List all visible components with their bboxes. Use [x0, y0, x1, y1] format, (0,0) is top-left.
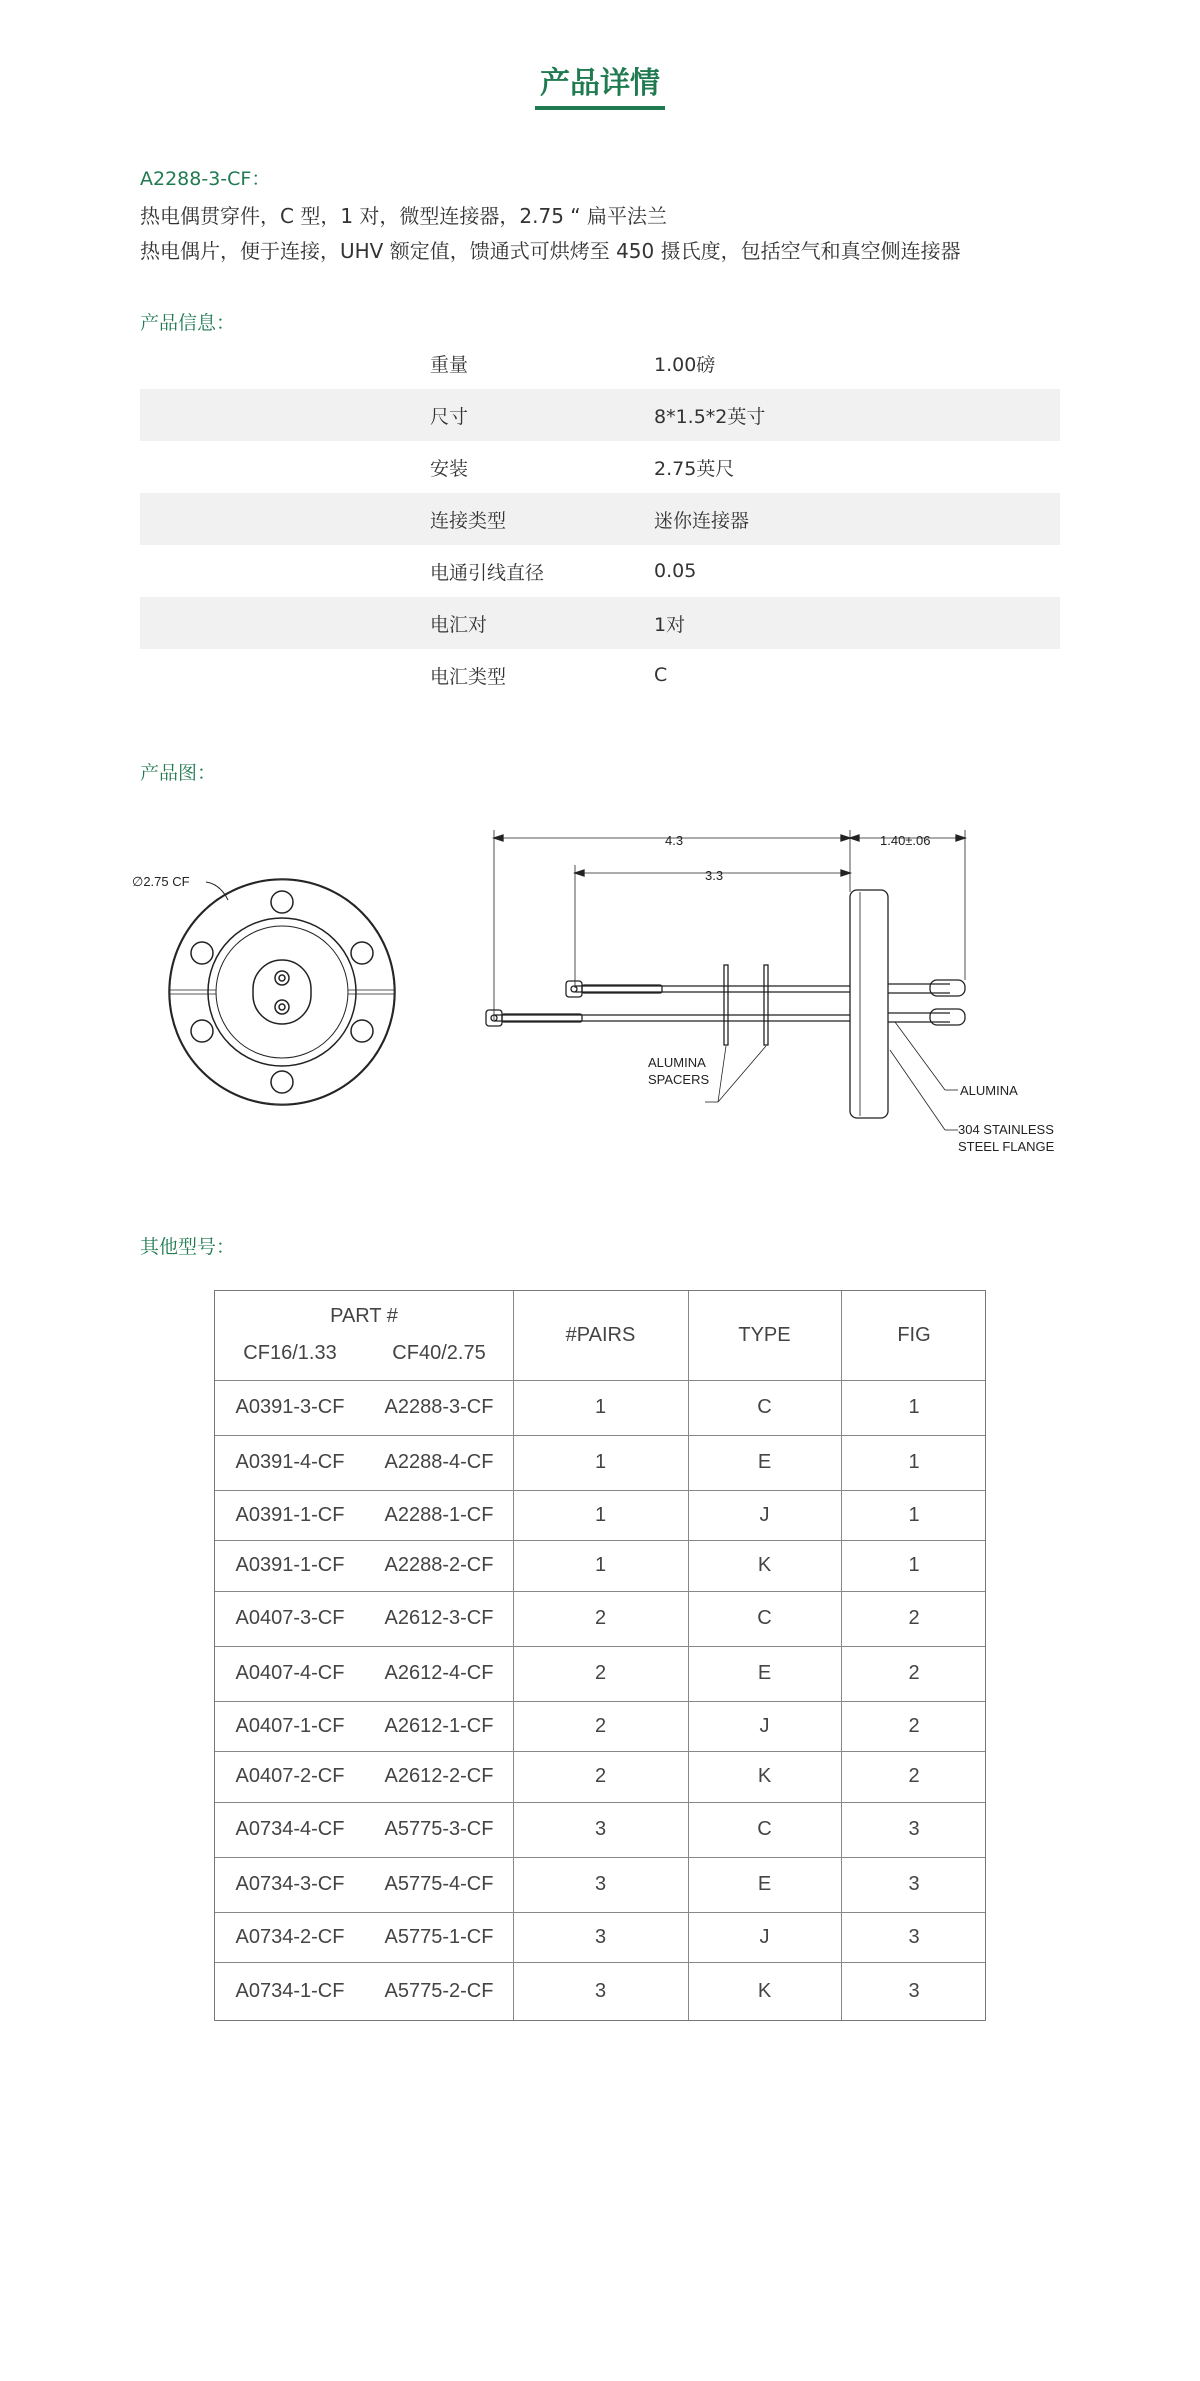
bolt-hole	[191, 942, 213, 964]
info-row	[140, 389, 1060, 441]
info-row	[140, 597, 1060, 649]
flange-diameter-label: ∅2.75 CF	[132, 874, 190, 889]
cf16-part-number: A0407-4-CF	[235, 1662, 345, 1684]
info-value: 1对	[654, 613, 686, 636]
cf40-part-number: A5775-3-CF	[384, 1818, 494, 1840]
type-value: J	[759, 1925, 770, 1948]
type-value: J	[759, 1714, 770, 1737]
fig-value: 2	[908, 1765, 920, 1787]
type-value: J	[759, 1503, 770, 1526]
type-value: E	[757, 1873, 772, 1895]
cf40-part-number: A5775-4-CF	[384, 1873, 494, 1895]
air-side-length-dimension: 1.40±.06	[880, 833, 931, 848]
fig-value: 1	[908, 1451, 920, 1473]
product-diagram-label: 产品图：	[140, 762, 217, 784]
cf16-part-number: A0407-3-CF	[235, 1607, 345, 1629]
cf40-part-number: A2612-4-CF	[384, 1662, 494, 1684]
cf16-part-number: A0734-2-CF	[235, 1925, 345, 1948]
title-underline	[535, 106, 665, 110]
cf40-part-number: A5775-1-CF	[384, 1925, 494, 1948]
pairs-value: 3	[594, 1925, 607, 1948]
pairs-value: 1	[594, 1396, 607, 1418]
bolt-hole	[351, 942, 373, 964]
info-key: 电汇对	[430, 613, 488, 636]
pairs-header: #PAIRS	[565, 1324, 636, 1346]
type-value: E	[757, 1662, 772, 1684]
fig-value: 2	[908, 1662, 920, 1684]
product-info-label: 产品信息：	[140, 312, 236, 334]
product-info-table	[140, 337, 1060, 701]
info-value: C	[654, 664, 668, 686]
spacers-label-line-2: SPACERS	[648, 1072, 710, 1087]
cf16-part-number: A0391-3-CF	[235, 1396, 345, 1418]
type-value: E	[757, 1451, 772, 1473]
product-model: A2288-3-CF：	[140, 168, 271, 190]
info-value: 2.75英尺	[654, 457, 735, 480]
info-row	[140, 337, 1060, 389]
alumina-spacer	[724, 965, 728, 1045]
cf16-part-number: A0734-1-CF	[235, 1979, 345, 2002]
pairs-value: 2	[594, 1607, 607, 1629]
cf16-part-number: A0734-3-CF	[235, 1873, 345, 1895]
cf40-part-number: A2612-3-CF	[384, 1607, 494, 1629]
pairs-value: 3	[594, 1818, 607, 1840]
fig-value: 3	[908, 1818, 920, 1840]
pin-hole	[275, 1000, 289, 1014]
pairs-value: 1	[594, 1451, 607, 1473]
flange-material-label-line-2: STEEL FLANGE	[958, 1139, 1055, 1154]
cf16-header: CF16/1.33	[243, 1341, 337, 1364]
pairs-value: 2	[594, 1714, 607, 1737]
flange-side	[850, 890, 888, 1118]
fig-value: 1	[908, 1554, 920, 1576]
bolt-hole	[271, 891, 293, 913]
cf40-part-number: A2288-1-CF	[384, 1503, 494, 1526]
info-value: 8*1.5*2英寸	[654, 405, 766, 428]
info-key: 连接类型	[430, 509, 507, 532]
overall-length-dimension: 4.3	[665, 833, 684, 848]
alumina-spacer	[764, 965, 768, 1045]
other-models-table	[214, 1290, 986, 2021]
type-value: C	[757, 1607, 772, 1629]
bolt-hole	[271, 1071, 293, 1093]
part-number-header: PART #	[330, 1304, 398, 1327]
flange-material-label-line-1: 304 STAINLESS	[958, 1122, 1054, 1137]
info-value: 0.05	[654, 560, 697, 582]
info-row	[140, 441, 1060, 493]
pairs-value: 3	[594, 1979, 607, 2002]
page-title: 产品详情	[540, 66, 660, 101]
fig-value: 3	[908, 1925, 920, 1948]
other-models-label: 其他型号：	[140, 1236, 236, 1258]
cf16-part-number: A0391-1-CF	[235, 1554, 345, 1576]
cf40-part-number: A5775-2-CF	[384, 1979, 494, 2002]
info-key: 电通引线直径	[430, 561, 545, 584]
cf40-part-number: A2288-3-CF	[384, 1396, 494, 1418]
inner-length-dimension: 3.3	[705, 868, 724, 883]
fig-value: 1	[908, 1503, 920, 1526]
flange-knife-edge	[208, 918, 356, 1066]
lead-terminal	[566, 981, 582, 997]
bolt-hole	[351, 1020, 373, 1042]
type-value: K	[757, 1979, 772, 2002]
info-row	[140, 493, 1060, 545]
pairs-value: 2	[594, 1765, 607, 1787]
product-description-line-1: 热电偶贯穿件，C 型，1 对，微型连接器，2.75 “ 扁平法兰	[140, 204, 668, 228]
spacers-label-line-1: ALUMINA	[648, 1055, 706, 1070]
fig-header: FIG	[897, 1324, 931, 1346]
product-description-line-2: 热电偶片，便于连接，UHV 额定值，馈通式可烘烤至 450 摄氏度，包括空气和真空侧连接器	[140, 239, 961, 263]
type-header: TYPE	[738, 1324, 791, 1346]
product-drawing	[120, 800, 1080, 1180]
fig-value: 3	[908, 1873, 920, 1895]
info-row	[140, 649, 1060, 701]
cf40-part-number: A2288-4-CF	[384, 1451, 494, 1473]
type-value: C	[757, 1396, 772, 1418]
cf40-part-number: A2612-2-CF	[384, 1765, 494, 1787]
cf16-part-number: A0734-4-CF	[235, 1818, 345, 1840]
cf40-part-number: A2612-1-CF	[384, 1714, 494, 1737]
info-value: 1.00磅	[654, 353, 716, 376]
fig-value: 1	[908, 1396, 920, 1418]
fig-value: 3	[908, 1979, 920, 2002]
type-value: K	[757, 1765, 772, 1787]
pairs-value: 1	[594, 1503, 607, 1526]
cf16-part-number: A0391-1-CF	[235, 1503, 345, 1526]
feedthrough-side-view	[486, 830, 965, 1130]
type-value: C	[757, 1818, 772, 1840]
cf16-part-number: A0407-2-CF	[235, 1765, 345, 1787]
info-key: 尺寸	[430, 405, 469, 428]
cf16-part-number: A0391-4-CF	[235, 1451, 345, 1473]
type-value: K	[757, 1554, 772, 1576]
fig-value: 2	[908, 1714, 920, 1737]
cf40-part-number: A2288-2-CF	[384, 1554, 494, 1576]
fig-value: 2	[908, 1607, 920, 1629]
cf40-header: CF40/2.75	[392, 1341, 486, 1364]
info-key: 重量	[430, 353, 469, 376]
flange-front-view	[169, 879, 395, 1105]
info-value: 迷你连接器	[654, 509, 750, 532]
pairs-value: 3	[594, 1873, 607, 1895]
pin-hole	[275, 971, 289, 985]
alumina-label: ALUMINA	[960, 1083, 1018, 1098]
pairs-value: 2	[594, 1662, 607, 1684]
pairs-value: 1	[594, 1554, 607, 1576]
info-key: 电汇类型	[430, 665, 507, 688]
cf16-part-number: A0407-1-CF	[235, 1714, 345, 1737]
info-key: 安装	[430, 457, 469, 480]
bolt-hole	[191, 1020, 213, 1042]
info-row	[140, 545, 1060, 597]
